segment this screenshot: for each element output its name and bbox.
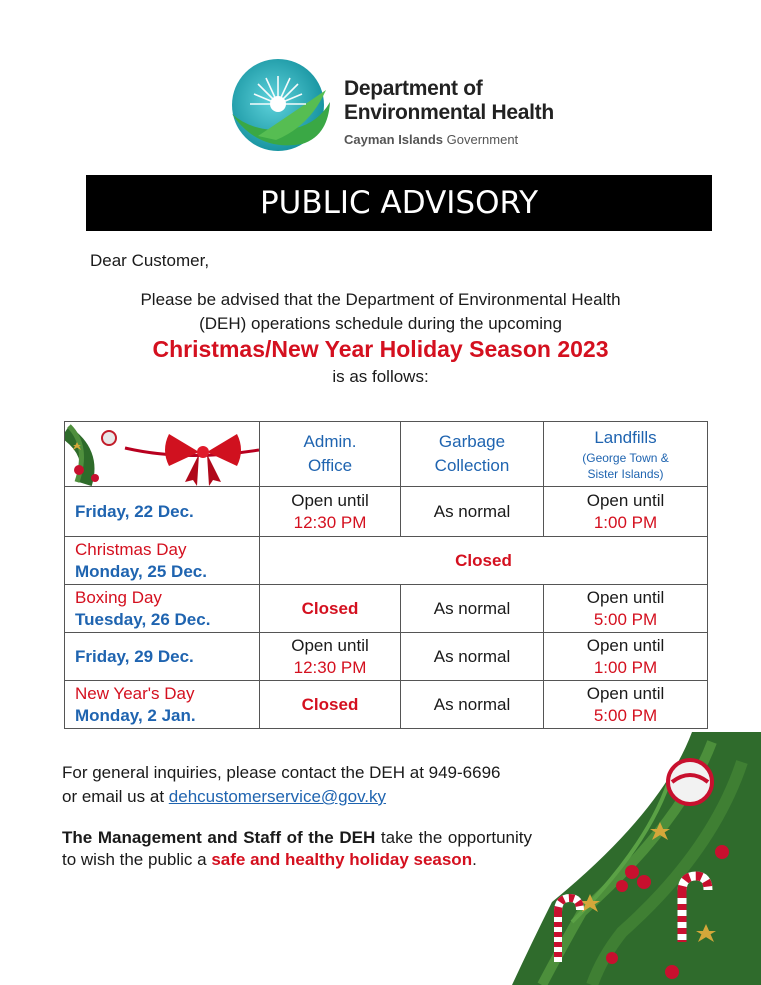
christmas-tree-decoration-icon — [512, 732, 761, 985]
table-row — [65, 585, 708, 633]
garbage-cell: As normal — [401, 585, 544, 633]
contact-line2: or email us at dehcustomerservice@gov.ky — [62, 787, 387, 806]
email-link[interactable]: dehcustomerservice@gov.ky — [168, 787, 387, 806]
garbage-cell: As normal — [401, 487, 544, 537]
admin-cell: Open until 12:30 PM — [260, 633, 401, 681]
bow-decoration — [65, 422, 260, 487]
col-admin-office: Admin. Office — [260, 422, 401, 487]
col-garbage-collection: Garbage Collection — [401, 422, 544, 487]
garbage-cell: As normal — [401, 681, 544, 729]
intro-line2: (DEH) operations schedule during the upcoming — [199, 314, 562, 333]
intro-line1: Please be advised that the Department of Environmental Health — [140, 290, 621, 309]
landfill-cell: Open until 1:00 PM — [544, 487, 708, 537]
table-row — [65, 487, 708, 537]
row-day: Friday, 22 Dec. — [65, 487, 260, 537]
contact-line1: For general inquiries, please contact the DEH at 949-6696 — [62, 763, 501, 782]
contact-info — [62, 761, 500, 809]
closing-message: The Management and Staff of the DEH take the opportunity to wish the public a safe and healthy holiday season. — [62, 828, 532, 869]
season-title: Christmas/New Year Holiday Season 2023 — [152, 336, 609, 362]
government-label: Cayman Islands Government — [344, 132, 519, 147]
organization-name — [344, 77, 554, 147]
landfill-cell: Open until 5:00 PM — [544, 681, 708, 729]
col-landfills: Landfills (George Town & Sister Islands) — [544, 422, 708, 487]
table-header-row — [65, 422, 708, 487]
garbage-cell: As normal — [401, 633, 544, 681]
admin-cell: Closed — [260, 585, 401, 633]
greeting: Dear Customer, — [90, 251, 210, 270]
row-day: Friday, 29 Dec. — [65, 633, 260, 681]
closed-all-cell: Closed — [260, 537, 708, 585]
advisory-banner: PUBLIC ADVISORY — [86, 175, 712, 231]
intro-line3: is as follows: — [332, 367, 429, 386]
schedule-table — [64, 421, 708, 729]
org-line1: Department of — [344, 77, 483, 100]
row-day: New Year's Day Monday, 2 Jan. — [65, 681, 260, 729]
row-day: Christmas Day Monday, 25 Dec. — [65, 537, 260, 585]
admin-cell: Closed — [260, 681, 401, 729]
landfill-cell: Open until 1:00 PM — [544, 633, 708, 681]
org-line2: Environmental Health — [344, 101, 554, 124]
table-row — [65, 681, 708, 729]
table-row — [65, 633, 708, 681]
deh-logo — [218, 56, 338, 154]
garland-bow-icon — [65, 422, 259, 486]
row-day: Boxing Day Tuesday, 26 Dec. — [65, 585, 260, 633]
admin-cell: Open until 12:30 PM — [260, 487, 401, 537]
landfill-cell: Open until 5:00 PM — [544, 585, 708, 633]
table-row — [65, 537, 708, 585]
